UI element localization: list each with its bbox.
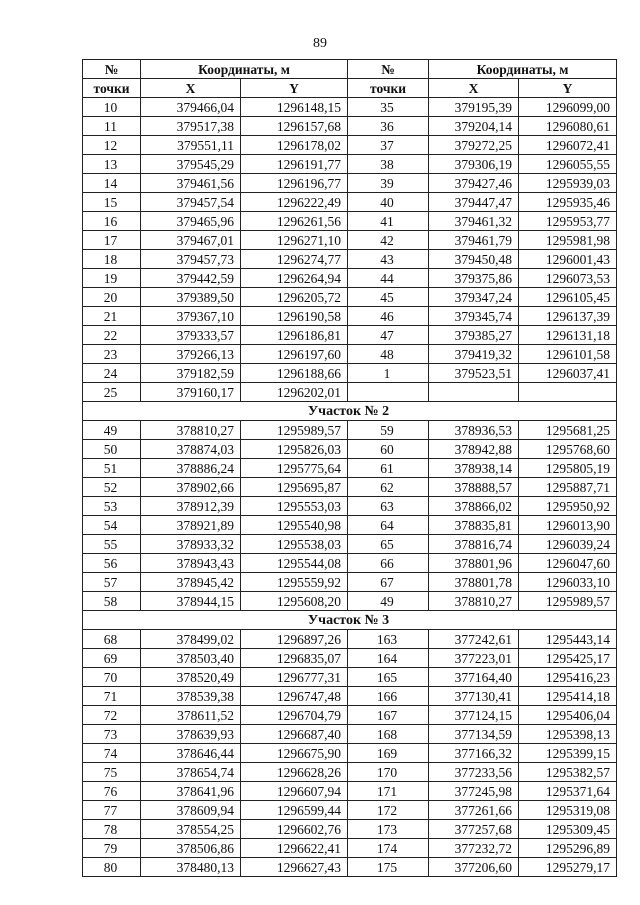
y-coordinate-cell: 1295887,71 [519, 478, 617, 497]
y-coordinate-cell: 1296687,40 [241, 725, 348, 744]
table-row [83, 421, 617, 440]
y-coordinate-cell: 1296037,41 [519, 364, 617, 383]
point-number-cell: 73 [83, 725, 141, 744]
table-row [83, 820, 617, 839]
point-number-cell: 65 [348, 535, 429, 554]
table-row [83, 573, 617, 592]
x-coordinate-cell: 378938,14 [429, 459, 519, 478]
point-number-cell: 163 [348, 630, 429, 649]
page-number: 89 [313, 36, 327, 51]
y-coordinate-cell: 1295989,57 [519, 592, 617, 611]
section-title-row [83, 402, 617, 421]
point-number-cell: 77 [83, 801, 141, 820]
x-coordinate-cell: 379457,54 [141, 193, 241, 212]
y-coordinate-cell: 1295443,14 [519, 630, 617, 649]
point-number-cell: 53 [83, 497, 141, 516]
section-title-row [83, 611, 617, 630]
x-coordinate-cell: 378810,27 [429, 592, 519, 611]
x-coordinate-cell: 379160,17 [141, 383, 241, 402]
table-row [83, 345, 617, 364]
point-number-cell: 54 [83, 516, 141, 535]
table-row [83, 725, 617, 744]
point-number-header-label: точки [83, 79, 141, 98]
x-coordinate-cell: 378810,27 [141, 421, 241, 440]
table-row [83, 763, 617, 782]
y-coordinate-cell: 1295953,77 [519, 212, 617, 231]
x-coordinate-cell: 378646,44 [141, 744, 241, 763]
x-coordinate-cell: 377164,40 [429, 668, 519, 687]
x-coordinate-cell: 377130,41 [429, 687, 519, 706]
x-coordinate-cell: 379461,56 [141, 174, 241, 193]
y-coordinate-cell: 1295414,18 [519, 687, 617, 706]
x-coordinate-cell: 379517,38 [141, 117, 241, 136]
table-row [83, 459, 617, 478]
table-row [83, 155, 617, 174]
y-coordinate-cell: 1296261,56 [241, 212, 348, 231]
point-number-cell: 167 [348, 706, 429, 725]
y-coordinate-cell: 1296178,02 [241, 136, 348, 155]
table-row [83, 193, 617, 212]
point-number-cell: 59 [348, 421, 429, 440]
point-number-cell: 1 [348, 364, 429, 383]
x-coordinate-cell: 378816,74 [429, 535, 519, 554]
point-number-cell: 63 [348, 497, 429, 516]
point-number-cell: 168 [348, 725, 429, 744]
x-coordinate-cell: 378943,43 [141, 554, 241, 573]
x-coordinate-cell: 378912,39 [141, 497, 241, 516]
x-coordinate-cell: 379182,59 [141, 364, 241, 383]
point-number-cell: 68 [83, 630, 141, 649]
point-number-cell: 80 [83, 858, 141, 877]
x-coordinate-cell: 379367,10 [141, 307, 241, 326]
y-coordinate-cell: 1295935,46 [519, 193, 617, 212]
x-coordinate-cell: 379345,74 [429, 307, 519, 326]
table-row [83, 706, 617, 725]
point-number-cell: 175 [348, 858, 429, 877]
y-coordinate-cell: 1296131,18 [519, 326, 617, 345]
table-row [83, 516, 617, 535]
x-coordinate-cell: 378801,96 [429, 554, 519, 573]
y-coordinate-cell: 1296073,53 [519, 269, 617, 288]
table-row [83, 554, 617, 573]
table-row [83, 535, 617, 554]
y-coordinate-cell: 1295981,98 [519, 231, 617, 250]
point-number-cell: 58 [83, 592, 141, 611]
x-coordinate-cell: 378921,89 [141, 516, 241, 535]
y-coordinate-cell: 1296072,41 [519, 136, 617, 155]
table-row [83, 307, 617, 326]
point-number-cell: 60 [348, 440, 429, 459]
y-coordinate-cell: 1296039,24 [519, 535, 617, 554]
y-coordinate-cell: 1296271,10 [241, 231, 348, 250]
table-row [83, 326, 617, 345]
point-number-cell: 172 [348, 801, 429, 820]
y-coordinate-cell: 1295309,45 [519, 820, 617, 839]
point-number-cell: 38 [348, 155, 429, 174]
x-coordinate-cell: 379419,32 [429, 345, 519, 364]
y-coordinate-cell: 1295319,08 [519, 801, 617, 820]
point-number-header-symbol: № [83, 60, 141, 79]
point-number-cell: 56 [83, 554, 141, 573]
y-coordinate-cell: 1296196,77 [241, 174, 348, 193]
x-coordinate-cell: 378639,93 [141, 725, 241, 744]
x-coordinate-cell: 379523,51 [429, 364, 519, 383]
x-coordinate-cell: 379427,46 [429, 174, 519, 193]
table-row [83, 136, 617, 155]
x-coordinate-cell: 378539,38 [141, 687, 241, 706]
y-coordinate-cell: 1296264,94 [241, 269, 348, 288]
x-coordinate-cell: 378886,24 [141, 459, 241, 478]
y-coordinate-cell: 1296599,44 [241, 801, 348, 820]
x-column-header-2: X [429, 79, 519, 98]
x-coordinate-cell: 378933,32 [141, 535, 241, 554]
point-number-cell: 164 [348, 649, 429, 668]
y-coordinate-cell: 1296188,66 [241, 364, 348, 383]
point-number-cell: 69 [83, 649, 141, 668]
x-coordinate-cell: 379385,27 [429, 326, 519, 345]
x-coordinate-cell: 378506,86 [141, 839, 241, 858]
point-number-cell: 169 [348, 744, 429, 763]
x-coordinate-cell: 379306,19 [429, 155, 519, 174]
x-coordinate-cell: 379461,32 [429, 212, 519, 231]
table-row [83, 858, 617, 877]
table-body [83, 98, 617, 877]
x-coordinate-cell: 377124,15 [429, 706, 519, 725]
point-number-cell: 36 [348, 117, 429, 136]
point-number-cell: 39 [348, 174, 429, 193]
point-number-cell: 70 [83, 668, 141, 687]
y-coordinate-cell: 1295805,19 [519, 459, 617, 478]
x-coordinate-cell: 378480,13 [141, 858, 241, 877]
y-coordinate-cell: 1295398,13 [519, 725, 617, 744]
x-coordinate-cell: 379442,59 [141, 269, 241, 288]
x-coordinate-cell: 378654,74 [141, 763, 241, 782]
point-number-cell: 170 [348, 763, 429, 782]
point-number-cell: 61 [348, 459, 429, 478]
x-coordinate-cell: 378503,40 [141, 649, 241, 668]
x-coordinate-cell: 377223,01 [429, 649, 519, 668]
x-coordinate-cell: 379551,11 [141, 136, 241, 155]
x-coordinate-cell: 377232,72 [429, 839, 519, 858]
point-number-cell: 16 [83, 212, 141, 231]
y-coordinate-cell: 1296105,45 [519, 288, 617, 307]
y-coordinate-cell: 1295382,57 [519, 763, 617, 782]
coordinates-header: Координаты, м [141, 60, 348, 79]
point-number-cell: 74 [83, 744, 141, 763]
y-coordinate-cell: 1295553,03 [241, 497, 348, 516]
point-number-header-label-2: точки [348, 79, 429, 98]
y-coordinate-cell: 1296897,26 [241, 630, 348, 649]
table-row [83, 288, 617, 307]
point-number-cell: 49 [348, 592, 429, 611]
x-coordinate-cell: 377245,98 [429, 782, 519, 801]
table-row [83, 212, 617, 231]
y-coordinate-cell: 1296704,79 [241, 706, 348, 725]
y-coordinate-cell: 1296190,58 [241, 307, 348, 326]
point-number-cell: 55 [83, 535, 141, 554]
table-row [83, 744, 617, 763]
table-row [83, 440, 617, 459]
y-coordinate-cell: 1295826,03 [241, 440, 348, 459]
point-number-cell: 42 [348, 231, 429, 250]
x-coordinate-cell: 378641,96 [141, 782, 241, 801]
y-coordinate-cell: 1295775,64 [241, 459, 348, 478]
x-coordinate-cell: 378499,02 [141, 630, 241, 649]
y-coordinate-cell: 1295544,08 [241, 554, 348, 573]
x-coordinate-cell: 379272,25 [429, 136, 519, 155]
point-number-cell: 14 [83, 174, 141, 193]
point-number-header-symbol-2: № [348, 60, 429, 79]
point-number-cell: 62 [348, 478, 429, 497]
y-coordinate-cell: 1296197,60 [241, 345, 348, 364]
y-coordinate-cell: 1296675,90 [241, 744, 348, 763]
table-row [83, 231, 617, 250]
coordinates-table [82, 59, 617, 877]
x-coordinate-cell: 379204,14 [429, 117, 519, 136]
x-coordinate-cell: 378554,25 [141, 820, 241, 839]
point-number-cell: 72 [83, 706, 141, 725]
y-coordinate-cell: 1296013,90 [519, 516, 617, 535]
point-number-cell: 171 [348, 782, 429, 801]
y-column-header-2: Y [519, 79, 617, 98]
y-coordinate-cell: 1295279,17 [519, 858, 617, 877]
point-number-cell: 43 [348, 250, 429, 269]
x-coordinate-cell: 379195,39 [429, 98, 519, 117]
y-coordinate-cell: 1296148,15 [241, 98, 348, 117]
table-row [83, 364, 617, 383]
y-coordinate-cell: 1295950,92 [519, 497, 617, 516]
table-row [83, 98, 617, 117]
point-number-cell: 57 [83, 573, 141, 592]
y-coordinate-cell: 1296627,43 [241, 858, 348, 877]
x-coordinate-cell: 378945,42 [141, 573, 241, 592]
point-number-cell: 25 [83, 383, 141, 402]
point-number-cell: 76 [83, 782, 141, 801]
y-coordinate-cell: 1296205,72 [241, 288, 348, 307]
point-number-cell: 51 [83, 459, 141, 478]
point-number-cell: 20 [83, 288, 141, 307]
x-coordinate-cell: 377206,60 [429, 858, 519, 877]
y-coordinate-cell: 1296222,49 [241, 193, 348, 212]
point-number-cell: 10 [83, 98, 141, 117]
x-coordinate-cell: 379545,29 [141, 155, 241, 174]
point-number-cell: 19 [83, 269, 141, 288]
point-number-cell: 12 [83, 136, 141, 155]
point-number-cell: 165 [348, 668, 429, 687]
point-number-cell: 37 [348, 136, 429, 155]
table-row [83, 801, 617, 820]
x-coordinate-cell: 377257,68 [429, 820, 519, 839]
point-number-cell: 41 [348, 212, 429, 231]
point-number-cell: 166 [348, 687, 429, 706]
point-number-cell: 17 [83, 231, 141, 250]
x-coordinate-cell: 379266,13 [141, 345, 241, 364]
y-coordinate-cell: 1296137,39 [519, 307, 617, 326]
point-number-cell: 15 [83, 193, 141, 212]
section-title: Участок № 2 [83, 402, 617, 421]
point-number-cell: 35 [348, 98, 429, 117]
y-coordinate-cell: 1295559,92 [241, 573, 348, 592]
y-coordinate-cell: 1296157,68 [241, 117, 348, 136]
x-coordinate-cell: 377233,56 [429, 763, 519, 782]
y-coordinate-cell: 1296628,26 [241, 763, 348, 782]
y-column-header: Y [241, 79, 348, 98]
x-coordinate-cell: 377242,61 [429, 630, 519, 649]
point-number-cell: 78 [83, 820, 141, 839]
y-coordinate-cell: 1295538,03 [241, 535, 348, 554]
y-coordinate-cell: 1296835,07 [241, 649, 348, 668]
point-number-cell: 52 [83, 478, 141, 497]
x-coordinate-cell: 379375,86 [429, 269, 519, 288]
x-coordinate-cell: 379447,47 [429, 193, 519, 212]
point-number-cell: 45 [348, 288, 429, 307]
point-number-cell: 18 [83, 250, 141, 269]
y-coordinate-cell: 1296101,58 [519, 345, 617, 364]
point-number-cell: 50 [83, 440, 141, 459]
point-number-cell: 22 [83, 326, 141, 345]
table-row [83, 478, 617, 497]
x-coordinate-cell: 378609,94 [141, 801, 241, 820]
y-coordinate-cell: 1295406,04 [519, 706, 617, 725]
table-row [83, 497, 617, 516]
point-number-cell: 174 [348, 839, 429, 858]
table-header [83, 60, 617, 98]
point-number-cell: 49 [83, 421, 141, 440]
y-coordinate-cell: 1296274,77 [241, 250, 348, 269]
x-coordinate-cell: 378801,78 [429, 573, 519, 592]
y-coordinate-cell: 1296099,00 [519, 98, 617, 117]
table-row [83, 687, 617, 706]
y-coordinate-cell: 1295681,25 [519, 421, 617, 440]
point-number-cell: 44 [348, 269, 429, 288]
table-row [83, 592, 617, 611]
x-coordinate-cell: 378902,66 [141, 478, 241, 497]
point-number-cell: 75 [83, 763, 141, 782]
point-number-cell: 66 [348, 554, 429, 573]
table-row [83, 839, 617, 858]
x-coordinate-cell: 378888,57 [429, 478, 519, 497]
y-coordinate-cell: 1295416,23 [519, 668, 617, 687]
x-coordinate-cell: 379467,01 [141, 231, 241, 250]
y-coordinate-cell: 1296191,77 [241, 155, 348, 174]
y-coordinate-cell: 1295939,03 [519, 174, 617, 193]
y-coordinate-cell: 1295425,17 [519, 649, 617, 668]
point-number-cell: 13 [83, 155, 141, 174]
y-coordinate-cell: 1296602,76 [241, 820, 348, 839]
x-coordinate-cell: 379457,73 [141, 250, 241, 269]
y-coordinate-cell: 1295540,98 [241, 516, 348, 535]
table-row [83, 269, 617, 288]
point-number-cell: 48 [348, 345, 429, 364]
x-column-header: X [141, 79, 241, 98]
point-number-cell: 21 [83, 307, 141, 326]
y-coordinate-cell: 1295989,57 [241, 421, 348, 440]
x-coordinate-cell: 379450,48 [429, 250, 519, 269]
y-coordinate-cell [519, 383, 617, 402]
point-number-cell: 40 [348, 193, 429, 212]
point-number-cell: 67 [348, 573, 429, 592]
table-row [83, 782, 617, 801]
y-coordinate-cell: 1296055,55 [519, 155, 617, 174]
point-number-cell: 173 [348, 820, 429, 839]
point-number-cell: 71 [83, 687, 141, 706]
section-title: Участок № 3 [83, 611, 617, 630]
y-coordinate-cell: 1295695,87 [241, 478, 348, 497]
point-number-cell: 11 [83, 117, 141, 136]
y-coordinate-cell: 1295371,64 [519, 782, 617, 801]
x-coordinate-cell: 378611,52 [141, 706, 241, 725]
y-coordinate-cell: 1296080,61 [519, 117, 617, 136]
point-number-cell: 47 [348, 326, 429, 345]
y-coordinate-cell: 1295608,20 [241, 592, 348, 611]
table-row [83, 174, 617, 193]
x-coordinate-cell: 379389,50 [141, 288, 241, 307]
point-number-cell [348, 383, 429, 402]
y-coordinate-cell: 1295296,89 [519, 839, 617, 858]
table-row [83, 383, 617, 402]
y-coordinate-cell: 1296202,01 [241, 383, 348, 402]
y-coordinate-cell: 1296777,31 [241, 668, 348, 687]
x-coordinate-cell: 379466,04 [141, 98, 241, 117]
table-row [83, 668, 617, 687]
x-coordinate-cell: 377261,66 [429, 801, 519, 820]
y-coordinate-cell: 1296747,48 [241, 687, 348, 706]
point-number-cell: 46 [348, 307, 429, 326]
x-coordinate-cell: 379465,96 [141, 212, 241, 231]
y-coordinate-cell: 1295768,60 [519, 440, 617, 459]
x-coordinate-cell: 379333,57 [141, 326, 241, 345]
x-coordinate-cell: 378942,88 [429, 440, 519, 459]
y-coordinate-cell: 1296001,43 [519, 250, 617, 269]
point-number-cell: 79 [83, 839, 141, 858]
x-coordinate-cell: 378835,81 [429, 516, 519, 535]
x-coordinate-cell: 378874,03 [141, 440, 241, 459]
table-row [83, 630, 617, 649]
y-coordinate-cell: 1296607,94 [241, 782, 348, 801]
x-coordinate-cell: 379347,24 [429, 288, 519, 307]
table-row [83, 250, 617, 269]
x-coordinate-cell: 377166,32 [429, 744, 519, 763]
point-number-cell: 24 [83, 364, 141, 383]
x-coordinate-cell: 377134,59 [429, 725, 519, 744]
x-coordinate-cell: 378944,15 [141, 592, 241, 611]
x-coordinate-cell [429, 383, 519, 402]
x-coordinate-cell: 379461,79 [429, 231, 519, 250]
table-row [83, 117, 617, 136]
x-coordinate-cell: 378520,49 [141, 668, 241, 687]
y-coordinate-cell: 1296033,10 [519, 573, 617, 592]
y-coordinate-cell: 1296047,60 [519, 554, 617, 573]
x-coordinate-cell: 378936,53 [429, 421, 519, 440]
y-coordinate-cell: 1296622,41 [241, 839, 348, 858]
point-number-cell: 64 [348, 516, 429, 535]
coordinates-header-2: Координаты, м [429, 60, 617, 79]
point-number-cell: 23 [83, 345, 141, 364]
table-row [83, 649, 617, 668]
y-coordinate-cell: 1296186,81 [241, 326, 348, 345]
y-coordinate-cell: 1295399,15 [519, 744, 617, 763]
x-coordinate-cell: 378866,02 [429, 497, 519, 516]
